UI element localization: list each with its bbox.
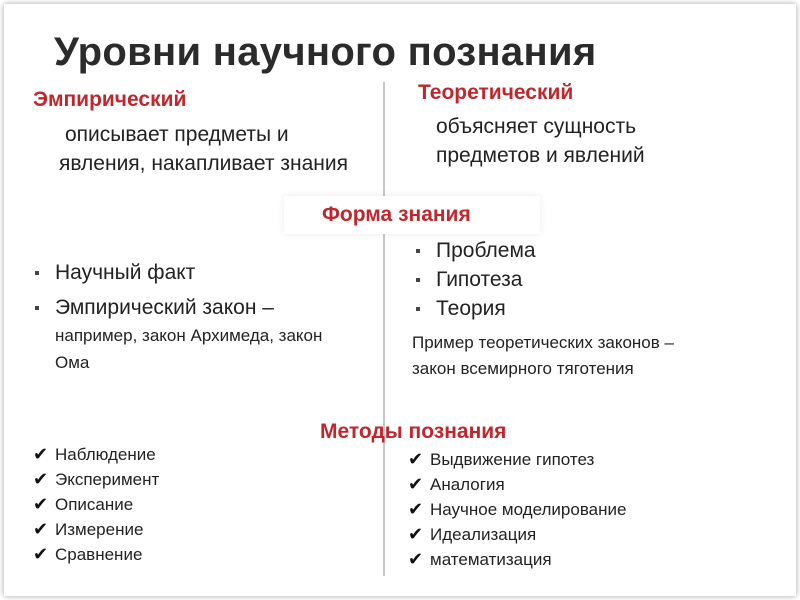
list-item — [408, 522, 626, 547]
check-icon: ✔ — [33, 494, 49, 514]
list-item — [412, 294, 752, 323]
form-item-label: Гипотеза — [436, 268, 523, 291]
list-item — [408, 497, 626, 522]
form-item-label: Проблема — [436, 239, 536, 262]
column-divider — [383, 82, 385, 576]
check-icon: ✔ — [33, 544, 49, 564]
list-item — [33, 542, 159, 567]
form-item-example: например, закон Архимеда, закон Ома — [55, 326, 323, 372]
method-label: Аналогия — [430, 475, 505, 494]
method-label: Выдвижение гипотез — [430, 450, 595, 469]
list-item — [33, 442, 159, 467]
check-icon: ✔ — [33, 469, 49, 489]
list-item — [33, 517, 159, 542]
bullet-icon — [35, 271, 39, 275]
list-item — [412, 236, 752, 265]
form-label: Форма знания — [322, 203, 471, 226]
bullet-icon — [416, 249, 420, 253]
empirical-methods-list — [33, 442, 159, 567]
check-icon: ✔ — [408, 449, 424, 469]
list-item — [408, 472, 626, 497]
method-label: Эксперимент — [55, 470, 160, 489]
form-item-label: Научный факт — [55, 261, 196, 284]
theoretical-description: объясняет сущность предметов и явлений — [436, 115, 645, 167]
bullet-icon — [416, 307, 420, 311]
method-label: Сравнение — [55, 545, 143, 564]
check-icon: ✔ — [408, 524, 424, 544]
check-icon: ✔ — [33, 519, 49, 539]
theoretical-heading: Теоретический — [418, 81, 574, 104]
bullet-icon — [35, 306, 39, 310]
theoretical-methods-list — [408, 447, 626, 572]
empirical-heading: Эмпирический — [33, 88, 187, 111]
slide — [4, 4, 796, 596]
list-item — [412, 265, 752, 294]
method-label: Наблюдение — [55, 445, 156, 464]
form-item-label: Теория — [436, 297, 506, 320]
method-label: Идеализация — [430, 525, 537, 544]
method-label: Описание — [55, 495, 134, 514]
theoretical-forms-list — [412, 236, 752, 323]
empirical-description: описывает предметы и явления, накапливает знания — [59, 123, 348, 175]
method-label: Измерение — [55, 520, 144, 539]
list-item — [33, 492, 159, 517]
check-icon: ✔ — [408, 474, 424, 494]
method-label: Научное моделирование — [430, 500, 627, 519]
empirical-forms-list — [31, 258, 361, 376]
slide-title: Уровни научного познания — [54, 30, 597, 74]
list-item — [33, 467, 159, 492]
method-label: математизация — [430, 550, 552, 569]
check-icon: ✔ — [33, 444, 49, 464]
check-icon: ✔ — [408, 499, 424, 519]
form-item-label: Эмпирический закон – — [55, 296, 274, 319]
check-icon: ✔ — [408, 549, 424, 569]
list-item — [31, 258, 361, 287]
list-item — [31, 293, 361, 376]
theoretical-example: Пример теоретических законов – закон всемирного тяготения — [412, 333, 674, 378]
list-item — [408, 447, 626, 472]
list-item — [408, 547, 626, 572]
bullet-icon — [416, 278, 420, 282]
methods-label: Методы познания — [320, 420, 507, 443]
